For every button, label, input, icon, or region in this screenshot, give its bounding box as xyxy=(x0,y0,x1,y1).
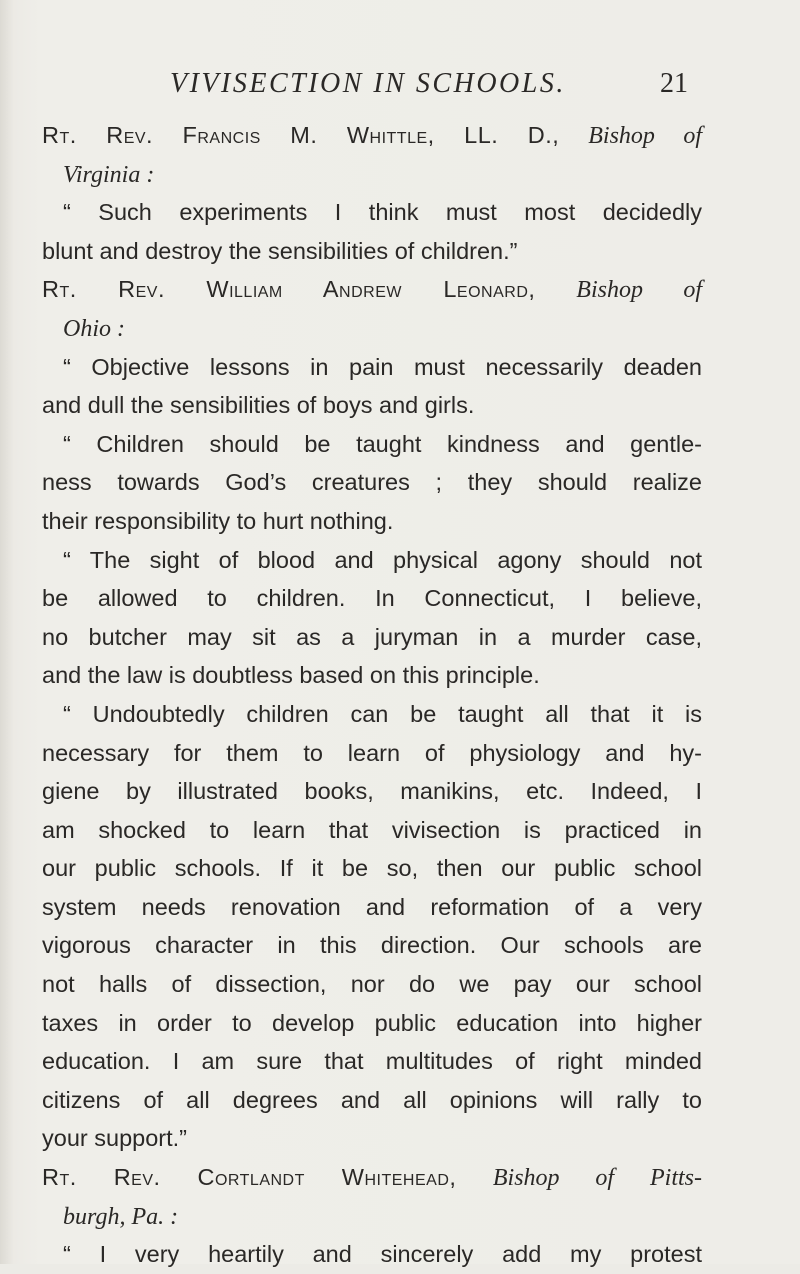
text-line: vigorous character in this direction. Our schools are xyxy=(42,932,702,959)
attribution-line xyxy=(42,1158,702,1197)
bishop-title: Ohio : xyxy=(63,315,125,342)
text-line: education. I am sure that multitudes of right minded xyxy=(42,1048,702,1075)
text-line: and dull the sensibilities of boys and girls. xyxy=(42,392,475,419)
text-line: “ Such experiments I think must most decidedly xyxy=(63,199,702,226)
bishop-name: Rt. Rev. Cortlandt Whitehead, xyxy=(42,1164,457,1191)
bishop-title: Bishop of xyxy=(588,123,702,149)
running-head: VIVISECTION IN SCHOOLS. xyxy=(170,68,566,99)
text-line: “ I very heartily and sincerely add my protest xyxy=(63,1241,702,1268)
text-line: not halls of dissection, nor do we pay our school xyxy=(42,971,702,998)
text-line: our public schools. If it be so, then our public school xyxy=(42,855,702,882)
text-line: no butcher may sit as a juryman in a murder case, xyxy=(42,623,702,650)
text-line: am shocked to learn that vivisection is practiced in xyxy=(42,816,702,843)
text-line: “ The sight of blood and physical agony should not xyxy=(63,546,702,573)
page-header xyxy=(128,68,688,108)
text-line: giene by illustrated books, manikins, etc. Indeed, I xyxy=(42,778,702,805)
text-line: system needs renovation and reformation of a very xyxy=(42,893,702,920)
body-text xyxy=(42,116,702,1274)
page-number: 21 xyxy=(660,68,688,99)
attribution-line xyxy=(42,116,702,155)
attribution-line xyxy=(42,270,702,309)
text-line: “ Children should be taught kindness and gentle- xyxy=(63,430,702,457)
bishop-name: Rt. Rev. William Andrew Leonard, xyxy=(42,276,536,303)
attribution-line xyxy=(42,1197,702,1236)
bishop-title: Virginia : xyxy=(63,161,155,188)
bishop-name: Rt. Rev. Francis M. Whittle, LL. D., xyxy=(42,122,560,148)
text-line: and the law is doubtless based on this principle. xyxy=(42,662,540,689)
text-line: “ Undoubtedly children can be taught all that it is xyxy=(63,700,702,727)
attribution-line xyxy=(42,155,702,194)
text-line: your support.” xyxy=(42,1125,187,1152)
text-line: ness towards God’s creatures ; they should realize xyxy=(42,469,702,496)
text-line: necessary for them to learn of physiology and hy- xyxy=(42,739,702,766)
bishop-title: burgh, Pa. : xyxy=(63,1203,179,1230)
text-line: their responsibility to hurt nothing. xyxy=(42,507,394,534)
text-line: taxes in order to develop public education into higher xyxy=(42,1009,702,1036)
bishop-title: Bishop of Pitts- xyxy=(492,1165,702,1192)
text-line: “ Objective lessons in pain must necessarily deaden xyxy=(63,353,702,380)
text-line: blunt and destroy the sensibilities of children.” xyxy=(42,237,518,264)
bishop-title: Bishop of xyxy=(576,277,702,304)
text-line: citizens of all degrees and all opinions will rally to xyxy=(42,1086,702,1113)
attribution-line xyxy=(42,309,702,348)
text-line: be allowed to children. In Connecticut, I believe, xyxy=(42,585,702,612)
